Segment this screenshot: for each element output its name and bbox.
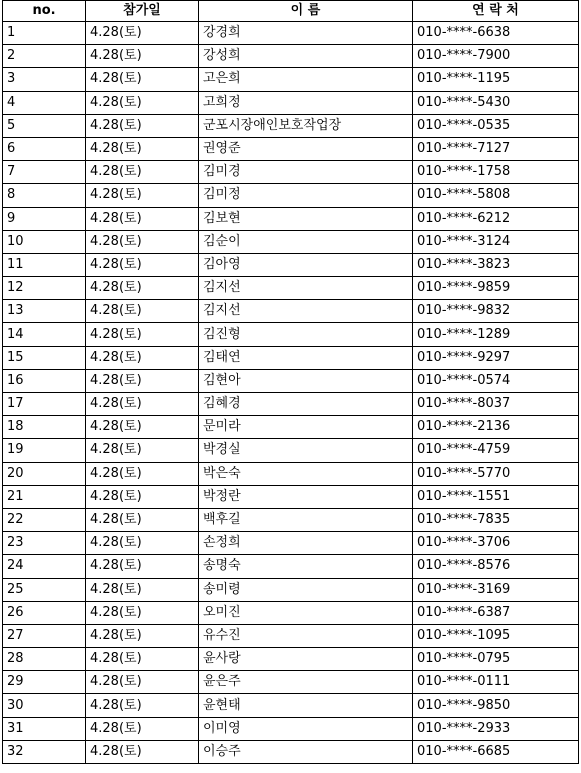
row-number: 5 — [3, 114, 86, 137]
phone-number: 010-****-0574 — [413, 369, 579, 392]
participant-name: 윤현태 — [199, 694, 413, 717]
table-row — [3, 508, 579, 531]
phone-number: 010-****-6685 — [413, 740, 579, 763]
phone-number: 010-****-1195 — [413, 68, 579, 91]
phone-number: 010-****-1551 — [413, 485, 579, 508]
table-row — [3, 230, 579, 253]
table-row — [3, 45, 579, 68]
participant-name: 이승주 — [199, 740, 413, 763]
participant-name: 김지선 — [199, 300, 413, 323]
participant-name: 김아영 — [199, 253, 413, 276]
row-number: 15 — [3, 346, 86, 369]
phone-number: 010-****-3169 — [413, 578, 579, 601]
participation-date: 4.28(토) — [86, 184, 199, 207]
header-date: 참가일 — [86, 1, 199, 22]
participation-date: 4.28(토) — [86, 671, 199, 694]
table-row — [3, 22, 579, 45]
table-row — [3, 624, 579, 647]
participant-name: 문미라 — [199, 416, 413, 439]
row-number: 22 — [3, 508, 86, 531]
header-name: 이 름 — [199, 1, 413, 22]
table-row — [3, 555, 579, 578]
participation-date: 4.28(토) — [86, 114, 199, 137]
participant-name: 권영준 — [199, 137, 413, 160]
participation-date: 4.28(토) — [86, 161, 199, 184]
phone-number: 010-****-9859 — [413, 277, 579, 300]
row-number: 14 — [3, 323, 86, 346]
row-number: 19 — [3, 439, 86, 462]
participant-name: 고은희 — [199, 68, 413, 91]
participant-name: 백후길 — [199, 508, 413, 531]
phone-number: 010-****-4759 — [413, 439, 579, 462]
participant-name: 오미진 — [199, 601, 413, 624]
participant-name: 김태연 — [199, 346, 413, 369]
participant-name: 김현아 — [199, 369, 413, 392]
participation-date: 4.28(토) — [86, 207, 199, 230]
table-row — [3, 68, 579, 91]
row-number: 26 — [3, 601, 86, 624]
table-row — [3, 323, 579, 346]
phone-number: 010-****-6638 — [413, 22, 579, 45]
table-row — [3, 91, 579, 114]
table-row — [3, 717, 579, 740]
participant-name: 강경희 — [199, 22, 413, 45]
participation-date: 4.28(토) — [86, 508, 199, 531]
row-number: 9 — [3, 207, 86, 230]
table-row — [3, 578, 579, 601]
table-row — [3, 346, 579, 369]
table-row — [3, 671, 579, 694]
participant-name: 송미령 — [199, 578, 413, 601]
participation-date: 4.28(토) — [86, 648, 199, 671]
row-number: 21 — [3, 485, 86, 508]
table-row — [3, 485, 579, 508]
participant-name: 김미경 — [199, 161, 413, 184]
table-body — [3, 22, 579, 764]
participant-name: 손정희 — [199, 532, 413, 555]
row-number: 11 — [3, 253, 86, 276]
table-row — [3, 277, 579, 300]
participant-name: 송명숙 — [199, 555, 413, 578]
table-row — [3, 648, 579, 671]
row-number: 6 — [3, 137, 86, 160]
participant-name: 김지선 — [199, 277, 413, 300]
phone-number: 010-****-8576 — [413, 555, 579, 578]
phone-number: 010-****-5430 — [413, 91, 579, 114]
row-number: 24 — [3, 555, 86, 578]
phone-number: 010-****-2136 — [413, 416, 579, 439]
participant-name: 유수진 — [199, 624, 413, 647]
phone-number: 010-****-0795 — [413, 648, 579, 671]
participation-date: 4.28(토) — [86, 462, 199, 485]
phone-number: 010-****-3124 — [413, 230, 579, 253]
participant-name: 박은숙 — [199, 462, 413, 485]
participant-name: 강성희 — [199, 45, 413, 68]
row-number: 18 — [3, 416, 86, 439]
row-number: 28 — [3, 648, 86, 671]
table-row — [3, 161, 579, 184]
phone-number: 010-****-2933 — [413, 717, 579, 740]
participant-name: 군포시장애인보호작업장 — [199, 114, 413, 137]
phone-number: 010-****-5808 — [413, 184, 579, 207]
participation-date: 4.28(토) — [86, 68, 199, 91]
participant-table — [2, 0, 579, 764]
phone-number: 010-****-8037 — [413, 393, 579, 416]
participation-date: 4.28(토) — [86, 369, 199, 392]
phone-number: 010-****-1095 — [413, 624, 579, 647]
row-number: 13 — [3, 300, 86, 323]
participant-name: 김혜경 — [199, 393, 413, 416]
participant-name: 박정란 — [199, 485, 413, 508]
header-phone: 연 락 처 — [413, 1, 579, 22]
participation-date: 4.28(토) — [86, 740, 199, 763]
row-number: 4 — [3, 91, 86, 114]
row-number: 7 — [3, 161, 86, 184]
table-row — [3, 439, 579, 462]
participation-date: 4.28(토) — [86, 578, 199, 601]
phone-number: 010-****-7127 — [413, 137, 579, 160]
participation-date: 4.28(토) — [86, 393, 199, 416]
row-number: 16 — [3, 369, 86, 392]
table-row — [3, 114, 579, 137]
table-row — [3, 207, 579, 230]
phone-number: 010-****-7900 — [413, 45, 579, 68]
header-row — [3, 1, 579, 22]
row-number: 25 — [3, 578, 86, 601]
phone-number: 010-****-6387 — [413, 601, 579, 624]
participation-date: 4.28(토) — [86, 137, 199, 160]
table-row — [3, 416, 579, 439]
table-row — [3, 184, 579, 207]
participation-date: 4.28(토) — [86, 300, 199, 323]
participation-date: 4.28(토) — [86, 45, 199, 68]
participant-name: 김보현 — [199, 207, 413, 230]
row-number: 20 — [3, 462, 86, 485]
participation-date: 4.28(토) — [86, 555, 199, 578]
participation-date: 4.28(토) — [86, 91, 199, 114]
phone-number: 010-****-1758 — [413, 161, 579, 184]
row-number: 29 — [3, 671, 86, 694]
phone-number: 010-****-0535 — [413, 114, 579, 137]
table-row — [3, 369, 579, 392]
participant-name: 김진형 — [199, 323, 413, 346]
row-number: 32 — [3, 740, 86, 763]
participant-name: 이미영 — [199, 717, 413, 740]
row-number: 31 — [3, 717, 86, 740]
participation-date: 4.28(토) — [86, 22, 199, 45]
row-number: 27 — [3, 624, 86, 647]
participation-date: 4.28(토) — [86, 277, 199, 300]
participant-name: 윤사랑 — [199, 648, 413, 671]
participation-date: 4.28(토) — [86, 439, 199, 462]
table-row — [3, 393, 579, 416]
header-no: no. — [3, 1, 86, 22]
phone-number: 010-****-9297 — [413, 346, 579, 369]
phone-number: 010-****-0111 — [413, 671, 579, 694]
participant-name: 고희정 — [199, 91, 413, 114]
participation-date: 4.28(토) — [86, 416, 199, 439]
participation-date: 4.28(토) — [86, 601, 199, 624]
row-number: 3 — [3, 68, 86, 91]
participation-date: 4.28(토) — [86, 624, 199, 647]
participant-name: 윤은주 — [199, 671, 413, 694]
table-header — [3, 1, 579, 22]
table-row — [3, 462, 579, 485]
phone-number: 010-****-9850 — [413, 694, 579, 717]
row-number: 1 — [3, 22, 86, 45]
participation-date: 4.28(토) — [86, 717, 199, 740]
participant-name: 김미정 — [199, 184, 413, 207]
phone-number: 010-****-3823 — [413, 253, 579, 276]
row-number: 17 — [3, 393, 86, 416]
table-row — [3, 137, 579, 160]
phone-number: 010-****-1289 — [413, 323, 579, 346]
row-number: 2 — [3, 45, 86, 68]
participation-date: 4.28(토) — [86, 694, 199, 717]
participation-date: 4.28(토) — [86, 346, 199, 369]
participation-date: 4.28(토) — [86, 532, 199, 555]
phone-number: 010-****-7835 — [413, 508, 579, 531]
phone-number: 010-****-3706 — [413, 532, 579, 555]
participation-date: 4.28(토) — [86, 230, 199, 253]
row-number: 12 — [3, 277, 86, 300]
participation-date: 4.28(토) — [86, 485, 199, 508]
phone-number: 010-****-6212 — [413, 207, 579, 230]
participation-date: 4.28(토) — [86, 323, 199, 346]
participant-name: 김순이 — [199, 230, 413, 253]
row-number: 23 — [3, 532, 86, 555]
phone-number: 010-****-5770 — [413, 462, 579, 485]
table-row — [3, 532, 579, 555]
table-row — [3, 253, 579, 276]
table-row — [3, 300, 579, 323]
table-row — [3, 740, 579, 763]
row-number: 8 — [3, 184, 86, 207]
participation-date: 4.28(토) — [86, 253, 199, 276]
phone-number: 010-****-9832 — [413, 300, 579, 323]
participant-name: 박경실 — [199, 439, 413, 462]
row-number: 30 — [3, 694, 86, 717]
table-row — [3, 694, 579, 717]
row-number: 10 — [3, 230, 86, 253]
table-row — [3, 601, 579, 624]
